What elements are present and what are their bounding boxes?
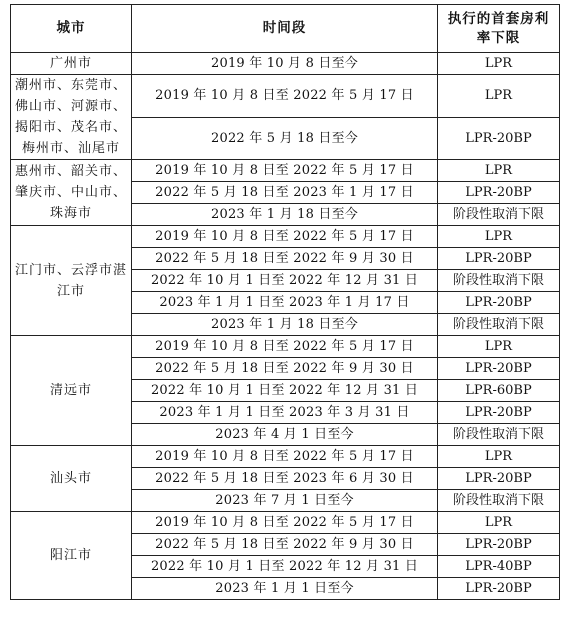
period-cell: 2023 年 1 月 1 日至今	[132, 578, 438, 600]
table-row	[11, 75, 560, 118]
period-cell: 2022 年 5 月 18 日至 2022 年 9 月 30 日	[132, 248, 438, 270]
period-cell: 2019 年 10 月 8 日至 2022 年 5 月 17 日	[132, 336, 438, 358]
table-row	[11, 226, 560, 248]
period-cell: 2022 年 5 月 18 日至 2023 年 6 月 30 日	[132, 468, 438, 490]
city-cell: 清远市	[11, 336, 132, 446]
header-period: 时间段	[132, 5, 438, 53]
period-cell: 2023 年 1 月 1 日至 2023 年 3 月 31 日	[132, 402, 438, 424]
mortgage-rate-floor-table	[10, 4, 560, 600]
period-cell: 2019 年 10 月 8 日至 2022 年 5 月 17 日	[132, 512, 438, 534]
rate-floor-cell: LPR-60BP	[438, 380, 560, 402]
rate-floor-cell: LPR	[438, 446, 560, 468]
city-cell: 汕头市	[11, 446, 132, 512]
table-row	[11, 446, 560, 468]
rate-floor-cell: 阶段性取消下限	[438, 490, 560, 512]
rate-floor-cell: LPR-20BP	[438, 578, 560, 600]
period-cell: 2022 年 10 月 1 日至 2022 年 12 月 31 日	[132, 270, 438, 292]
rate-floor-cell: LPR	[438, 226, 560, 248]
period-cell: 2019 年 10 月 8 日至 2022 年 5 月 17 日	[132, 226, 438, 248]
period-cell: 2023 年 1 月 18 日至今	[132, 204, 438, 226]
rate-floor-cell: 阶段性取消下限	[438, 314, 560, 336]
period-cell: 2019 年 10 月 8 日至 2022 年 5 月 17 日	[132, 75, 438, 118]
period-cell: 2022 年 5 月 18 日至 2023 年 1 月 17 日	[132, 182, 438, 204]
rate-floor-cell: LPR-20BP	[438, 358, 560, 380]
rate-floor-cell: LPR	[438, 160, 560, 182]
rate-floor-cell: LPR	[438, 75, 560, 118]
period-cell: 2022 年 5 月 18 日至 2022 年 9 月 30 日	[132, 358, 438, 380]
period-cell: 2022 年 5 月 18 日至 2022 年 9 月 30 日	[132, 534, 438, 556]
period-cell: 2019 年 10 月 8 日至 2022 年 5 月 17 日	[132, 160, 438, 182]
period-cell: 2022 年 5 月 18 日至今	[132, 117, 438, 160]
table-header-row	[11, 5, 560, 53]
period-cell: 2019 年 10 月 8 日至今	[132, 53, 438, 75]
city-cell: 惠州市、韶关市、肇庆市、中山市、珠海市	[11, 160, 132, 226]
rate-floor-cell: LPR	[438, 336, 560, 358]
rate-floor-cell: LPR	[438, 512, 560, 534]
period-cell: 2023 年 1 月 18 日至今	[132, 314, 438, 336]
header-city: 城市	[11, 5, 132, 53]
rate-floor-cell: 阶段性取消下限	[438, 270, 560, 292]
period-cell: 2019 年 10 月 8 日至 2022 年 5 月 17 日	[132, 446, 438, 468]
rate-floor-cell: LPR-40BP	[438, 556, 560, 578]
table-row	[11, 53, 560, 75]
table-row	[11, 512, 560, 534]
table-row	[11, 336, 560, 358]
table-row	[11, 160, 560, 182]
city-cell: 潮州市、东莞市、佛山市、河源市、揭阳市、茂名市、梅州市、汕尾市	[11, 75, 132, 160]
city-cell: 阳江市	[11, 512, 132, 600]
period-cell: 2023 年 1 月 1 日至 2023 年 1 月 17 日	[132, 292, 438, 314]
rate-floor-cell: 阶段性取消下限	[438, 204, 560, 226]
rate-floor-cell: LPR-20BP	[438, 292, 560, 314]
rate-floor-cell: LPR-20BP	[438, 182, 560, 204]
rate-floor-cell: LPR	[438, 53, 560, 75]
period-cell: 2022 年 10 月 1 日至 2022 年 12 月 31 日	[132, 556, 438, 578]
city-cell: 江门市、云浮市湛江市	[11, 226, 132, 336]
rate-floor-cell: LPR-20BP	[438, 402, 560, 424]
rate-floor-cell: LPR-20BP	[438, 534, 560, 556]
table-body	[11, 53, 560, 600]
period-cell: 2023 年 7 月 1 日至今	[132, 490, 438, 512]
city-cell: 广州市	[11, 53, 132, 75]
rate-floor-cell: 阶段性取消下限	[438, 424, 560, 446]
period-cell: 2022 年 10 月 1 日至 2022 年 12 月 31 日	[132, 380, 438, 402]
rate-floor-cell: LPR-20BP	[438, 468, 560, 490]
header-rate-floor: 执行的首套房利率下限	[438, 5, 560, 53]
rate-floor-cell: LPR-20BP	[438, 248, 560, 270]
rate-floor-cell: LPR-20BP	[438, 117, 560, 160]
period-cell: 2023 年 4 月 1 日至今	[132, 424, 438, 446]
